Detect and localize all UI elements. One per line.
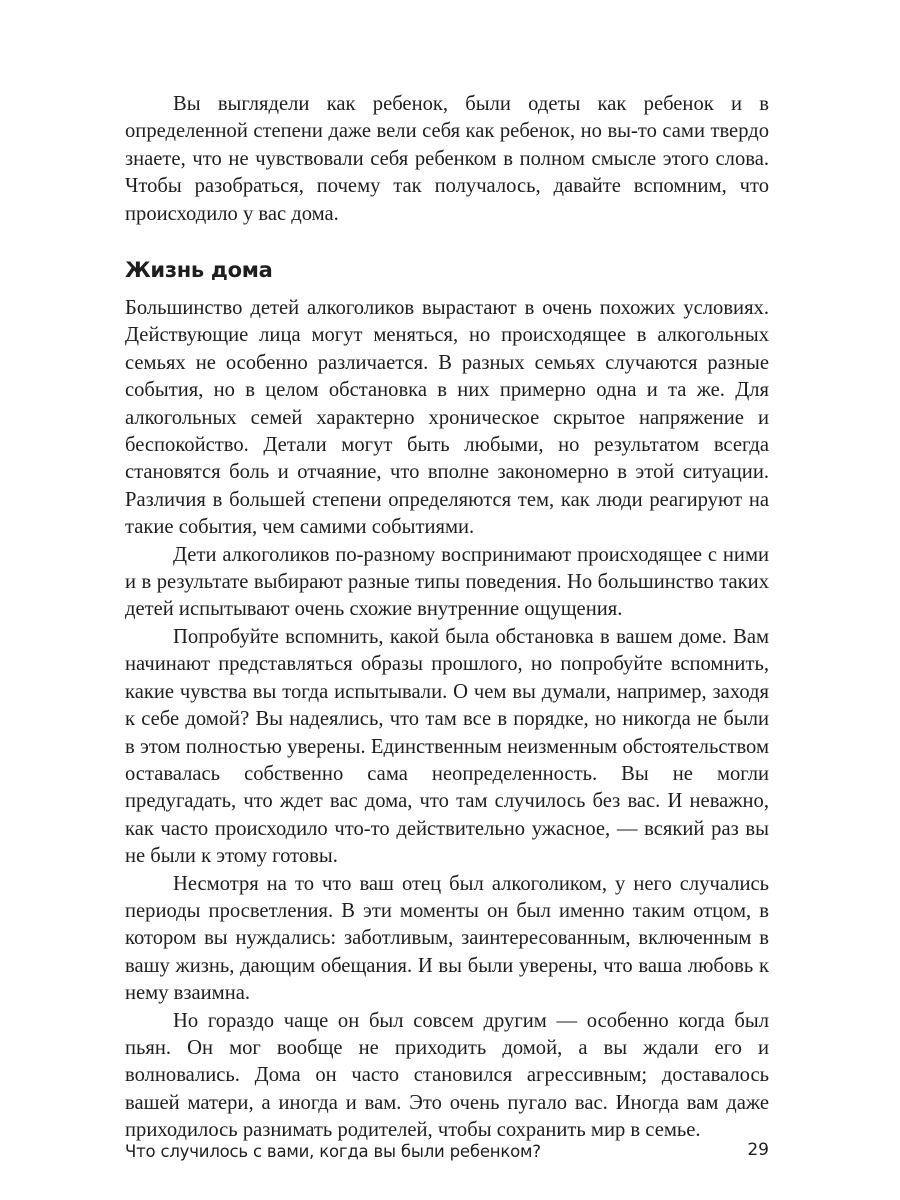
body-paragraph-2: Дети алкоголиков по-разному воспринимают происходящее с ними и в результате выбирают разные типы поведения. Но большинство таких детей испытывают очень схожие внутренние ощущения. [125,543,769,621]
body-paragraph-4: Несмотря на то что ваш отец был алкоголиком, у него случались периоды просветления. В эти моменты он был именно таким отцом, в котором вы нуждались: заботливым, заинтересованным, включенным в вашу жизнь, дающим обещания. И вы были уверены, что ваша любовь к нему взаимна. [125,872,769,1005]
body-paragraph-5: Но гораздо чаще он был совсем другим — особенно когда был пьян. Он мог вообще не приходить домой, а вы ждали его и волновались. Дома он часто становился агрессивным; доставалось вашей матери, а иногда и вам. Это очень пугало вас. Иногда вам даже приходилось разнимать родителей, чтобы сохранить мир в семье. [125,1009,769,1142]
section-body [125,295,769,1145]
page-number: 29 [747,1140,769,1160]
intro-text [125,91,769,228]
intro-paragraph: Вы выглядели как ребенок, были одеты как ребенок и в определенной степени даже вели себя как ребенок, но вы-то сами твердо знаете, что не чувствовали себя ребенком в полном смысле этого слова. Чтобы разобраться, почему так получалось, давайте вспомним, что происходило у вас дома. [125,93,769,225]
body-paragraph-3: Попробуйте вспомнить, какой была обстановка в вашем доме. Вам начинают представляться образы прошлого, но попробуйте вспомнить, какие чувства вы тогда испытывали. О чем вы думали, например, заходя к себе домой? Вы надеялись, что там все в порядке, но никогда не были в этом полностью уверены. Единственным неизменным обстоятельством оставалась собственно сама неопределенность. Вы не могли предугадать, что ждет вас дома, что там случилось без вас. И неважно, как часто происходило что-то действительно ужасное, — всякий раз вы не были к этому готовы. [125,625,769,868]
section-heading: Жизнь дома [125,258,273,282]
body-paragraph-1: Большинство детей алкоголиков вырастают в очень похожих условиях. Действующие лица могут меняться, но происходящее в алкогольных семьях не особенно различается. В разных семьях случаются разные события, но в целом обстановка в них примерно одна и та же. Для алкогольных семей характерно хроническое скрытое напряжение и беспокойство. Детали могут быть любыми, но результатом всегда становятся боль и отчаяние, что вполне закономерно в этой ситуации. Различия в большей степени определяются тем, как люди реагируют на такие события, чем самими событиями. [125,297,769,539]
running-footer-title: Что случилось с вами, когда вы были ребенком? [125,1142,541,1161]
